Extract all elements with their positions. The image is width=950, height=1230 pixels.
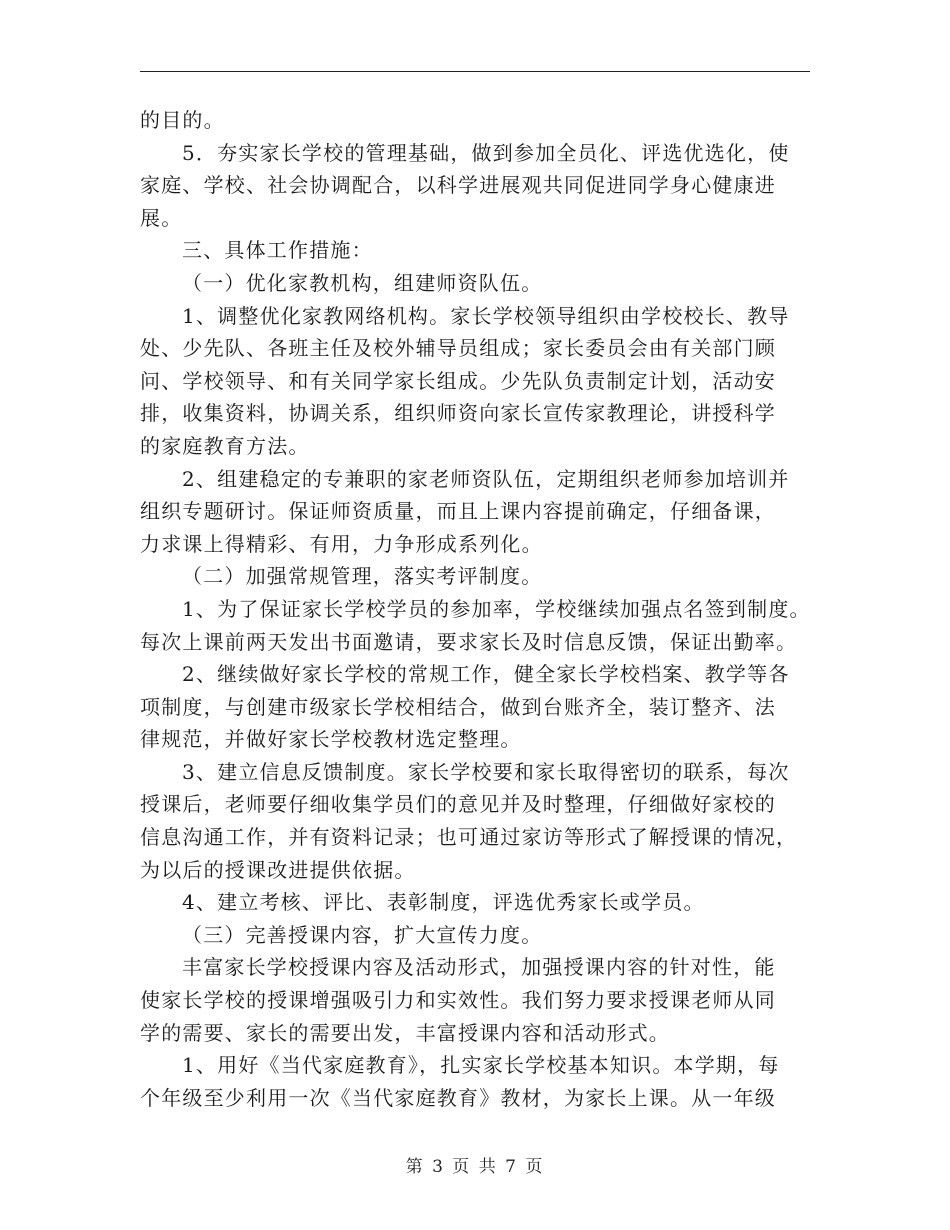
text-line: 丰富家长学校授课内容及活动形式，加强授课内容的针对性，能	[182, 955, 776, 980]
document-body	[140, 104, 820, 1114]
text-line: 每次上课前两天发出书面邀请，要求家长及时信息反馈，保证出勤率。	[140, 629, 798, 654]
subsection-heading: （一）优化家教机构，组建师资队伍。	[182, 270, 543, 295]
text-line: 的家庭教育方法。	[140, 433, 310, 458]
text-line: 授课后，老师要仔细收集学员们的意见并及时整理，仔细做好家校的	[140, 792, 776, 817]
text-line: 2、继续做好家长学校的常规工作，健全家长学校档案、教学等各	[182, 662, 790, 687]
text-line: 5．夯实家长学校的管理基础，做到参加全员化、评选优选化，使	[182, 140, 790, 165]
text-line: 处、少先队、各班主任及校外辅导员组成；家长委员会由有关部门顾	[140, 336, 776, 361]
text-line: 1、用好《当代家庭教育》，扎实家长学校基本知识。本学期，每	[182, 1053, 780, 1078]
text-line: 信息沟通工作，并有资料记录；也可通过家访等形式了解授课的情况，	[140, 825, 798, 850]
text-line: 展。	[140, 205, 183, 230]
text-line: 学的需要、家长的需要出发，丰富授课内容和活动形式。	[140, 1020, 670, 1045]
subsection-heading: （三）完善授课内容，扩大宣传力度。	[182, 922, 543, 947]
text-line: 为以后的授课改进提供依据。	[140, 857, 416, 882]
text-line: 排，收集资料，协调关系，组织师资向家长宣传家教理论，讲授科学	[140, 401, 776, 426]
text-line: 个年级至少利用一次《当代家庭教育》教材，为家长上课。从一年级	[140, 1085, 776, 1110]
text-line: 律规范，并做好家长学校教材选定整理。	[140, 727, 522, 752]
text-line: 的目的。	[140, 108, 225, 132]
text-line: 项制度，与创建市级家长学校相结合，做到台账齐全，装订整齐、法	[140, 694, 776, 719]
text-line: 力求课上得精彩、有用，力争形成系列化。	[140, 531, 543, 556]
text-line: 家庭、学校、社会协调配合，以科学进展观共同促进同学身心健康进	[140, 173, 776, 198]
text-line: 1、为了保证家长学校学员的参加率，学校继续加强点名签到制度。	[182, 596, 811, 621]
text-line: 问、学校领导、和有关同学家长组成。少先队负责制定计划，活动安	[140, 368, 776, 393]
text-line: 4、建立考核、评比、表彰制度，评选优秀家长或学员。	[182, 890, 705, 915]
header-rule	[140, 71, 810, 72]
text-line: 2、组建稳定的专兼职的家老师资队伍，定期组织老师参加培训并	[182, 466, 790, 491]
text-line: 使家长学校的授课增强吸引力和实效性。我们努力要求授课老师从同	[140, 988, 776, 1013]
page-number: 第 3 页 共 7 页	[405, 1157, 545, 1177]
text-line: 组织专题研讨。保证师资质量，而且上课内容提前确定，仔细备课，	[140, 499, 776, 524]
section-heading: 三、具体工作措施：	[182, 238, 373, 263]
subsection-heading: （二）加强常规管理，落实考评制度。	[182, 564, 543, 589]
text-line: 1、调整优化家教网络机构。家长学校领导组织由学校校长、教导	[182, 303, 790, 328]
text-line: 3、建立信息反馈制度。家长学校要和家长取得密切的联系，每次	[182, 759, 790, 784]
